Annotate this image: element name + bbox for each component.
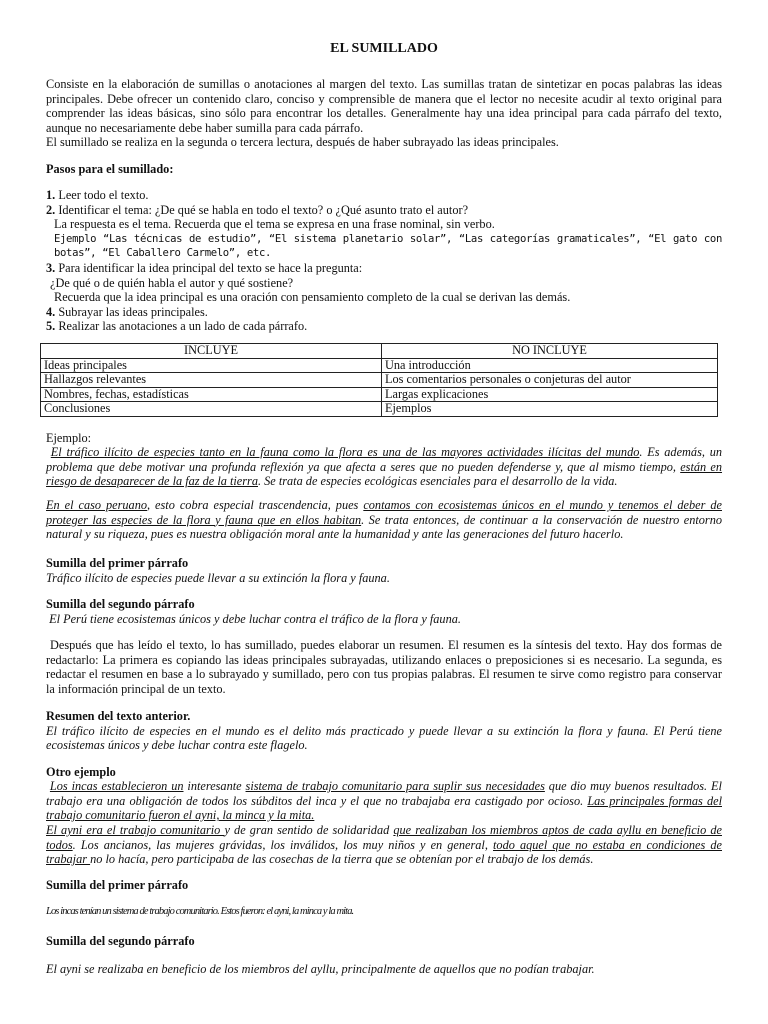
steps-heading: Pasos para el sumillado: — [46, 162, 174, 176]
example-paragraph-2 — [46, 498, 722, 542]
step-3-question: ¿De qué o de quién habla el autor y qué sostiene? — [50, 275, 294, 290]
underlined-idea: sistema de trabajo comunitario para suplir sus necesidades — [245, 779, 545, 793]
table-cell: Los comentarios personales o conjeturas del autor — [382, 373, 718, 388]
underlined-idea: están en riesgo de desaparecer de la faz de la tierra — [46, 459, 723, 489]
paragraph-text: interesante — [183, 779, 246, 793]
sumilla-3-text: Los incas tenían un sistema de trabajo comunitario. Estos fueron: el ayni, la minca y la mita. — [46, 906, 354, 917]
paragraph-text: y de gran sentido de solidaridad — [224, 823, 394, 837]
paragraph-text: . Es además, un problema que debe motivar una profunda reflexión ya que afecta a seres que no pueden defenderse y, que al mismo tiempo, — [46, 445, 722, 474]
sumilla-1 — [46, 556, 722, 585]
paragraph-text: . Los ancianos, las mujeres grávidas, los inválidos, los muy niños y en general, — [72, 837, 494, 852]
table-cell: Conclusiones — [41, 402, 382, 417]
paragraph-text: . Se trata entonces, de continuar a la conservación de nuestro entorno natural y su riqueza, pues es nuestra obligación moral ante la humanidad y ante las generaciones del futuro hacerlo. — [46, 512, 722, 542]
step-number: 4. — [46, 304, 56, 319]
sumilla-2 — [46, 597, 722, 626]
underlined-idea: Las principales formas del trabajo comunitario fueron el ayni, la minca y la mita. — [46, 793, 722, 823]
table-row — [41, 358, 718, 373]
step-number: 1. — [46, 188, 56, 202]
step-4 — [46, 305, 722, 320]
sumilla-heading: Sumilla del segundo párrafo — [46, 597, 195, 611]
resumen-text: El tráfico ilícito de especies en el mundo es el delito más practicado y puede llevar a su extinción la flora y fauna. El Perú tiene ecosistemas únicos y debe luchar contra este flagelo. — [46, 723, 722, 753]
table-header-row — [41, 344, 718, 359]
step-2-note: La respuesta es el tema. Recuerda que el tema se expresa en una frase nominal, sin verbo. — [54, 217, 495, 232]
underlined-idea: Los incas establecieron un — [49, 779, 184, 793]
step-number: 2. — [46, 202, 56, 217]
step-1 — [46, 188, 722, 203]
paragraph-text: . Se trata de especies ecológicas esenciales para el desarrollo de la vida. — [257, 474, 618, 489]
step-5 — [46, 319, 722, 334]
table-cell: Una introducción — [382, 358, 718, 373]
paragraph-text: que dio muy buenos resultados. El trabajo era una obligación de todos los súbditos del inca y el que no trabajaba era castigado por ocioso. — [46, 779, 722, 808]
intro-paragraph: Consiste en la elaboración de sumillas o anotaciones al margen del texto. Las sumillas tratan de sintetizar en pocas palabras las ideas principales. Debe ofrecer un contenido claro, conciso y comprensible de manera que el lector no necesite acudir al texto original para comprender las ideas básicas, sino sólo para encontrar los detalles. Generalmente hay una idea principal para cada párrafo del texto, aunque no necesariamente debe haber sumilla para cada párrafo. — [46, 77, 722, 135]
underlined-idea: En el caso peruano — [46, 498, 147, 512]
step-text: Leer todo el texto. — [58, 188, 149, 202]
table-cell: Hallazgos relevantes — [41, 373, 382, 388]
paragraph-text: , esto cobra especial trascendencia, pues — [147, 498, 364, 512]
table-cell: Ejemplos — [382, 402, 718, 417]
example2-paragraph-2 — [46, 823, 722, 867]
resumen-intro-text: Después que has leído el texto, lo has sumillado, puedes elaborar un resumen. El resumen es la síntesis del texto. Hay dos formas de redactarlo: La primera es copiando las ideas principales subrayadas, utilizando enlaces o preposiciones si es necesario. La segunda, es redactar el resumen en base a lo subrayado y sumillado, pero con tus propias palabras. El resumen te sirve como registro para conservar la información principal de un texto. — [46, 638, 722, 696]
table-row — [41, 373, 718, 388]
step-2-example: Ejemplo “Las técnicas de estudio”, “El sistema planetario solar”, “Las categorías gramaticales”, “El gato con botas”, “El Caballero Carmelo”, etc. — [54, 232, 722, 260]
example2-paragraph-1 — [46, 779, 722, 823]
table-cell: Largas explicaciones — [382, 387, 718, 402]
sumilla-text: Tráfico ilícito de especies puede llevar a su extinción la flora y fauna. — [46, 570, 390, 585]
resumen-intro — [46, 638, 722, 696]
underlined-idea: todo aquel que no estaba en condiciones de trabajar — [46, 837, 722, 867]
sumilla-3-heading: Sumilla del primer párrafo — [46, 878, 189, 892]
step-text: Identificar el tema: ¿De qué se habla en todo el texto? o ¿Qué asunto trato el autor? — [58, 202, 469, 217]
sumilla-heading: Sumilla del primer párrafo — [46, 556, 189, 570]
steps-list — [46, 188, 722, 334]
step-3-note: Recuerda que la idea principal es una oración con pensamiento completo de la cual se derivan las demás. — [54, 290, 571, 305]
underlined-idea: que realizaban los miembros aptos de cada ayllu en beneficio de todos — [46, 823, 722, 852]
step-number: 3. — [46, 260, 56, 275]
resumen-heading: Resumen del texto anterior. — [46, 709, 191, 723]
step-text: Realizar las anotaciones a un lado de cada párrafo. — [58, 319, 308, 334]
resumen-section — [46, 709, 722, 753]
table-header: INCLUYE — [41, 344, 382, 359]
step-text: Subrayar las ideas principales. — [58, 304, 208, 319]
underlined-idea: contamos con ecosistemas únicos en el mundo y tenemos el deber de proteger las especies de la flora y fauna que en ellos habitan — [46, 498, 722, 527]
comparison-table-wrap — [40, 343, 730, 417]
underlined-idea: El ayni era el trabajo comunitario — [46, 823, 225, 837]
step-3 — [46, 261, 722, 276]
example-paragraph-1 — [46, 445, 722, 489]
sumilla-text-content: El Perú tiene ecosistemas únicos y debe luchar contra el tráfico de la flora y fauna. — [49, 611, 461, 626]
sumilla-4-text: El ayni se realizaba en beneficio de los miembros del ayllu, principalmente de aquellos que no podían trabajar. — [46, 962, 595, 976]
sumilla-text — [46, 612, 722, 627]
underlined-idea: El tráfico ilícito de especies tanto en la fauna como la flora es una de las mayores actividades ilícitas del mundo — [50, 445, 640, 459]
intro-section — [46, 77, 722, 150]
step-2 — [46, 203, 722, 218]
paragraph-text: no lo hacía, pero participaba de las cosechas de la tierra que se obtenían por el trabajo de los demás. — [90, 852, 594, 867]
table-cell: Nombres, fechas, estadísticas — [41, 387, 382, 402]
document-title: EL SUMILLADO — [330, 41, 438, 56]
sumilla-4-heading: Sumilla del segundo párrafo — [46, 934, 195, 948]
table-header: NO INCLUYE — [382, 344, 718, 359]
table-row — [41, 387, 718, 402]
table-row — [41, 402, 718, 417]
example-label: Ejemplo: — [46, 431, 92, 445]
table-cell: Ideas principales — [41, 358, 382, 373]
step-text: Para identificar la idea principal del texto se hace la pregunta: — [58, 260, 363, 275]
step-number: 5. — [46, 319, 56, 334]
intro-note: El sumillado se realiza en la segunda o tercera lectura, después de haber subrayado las ideas principales. — [46, 135, 559, 150]
example2-heading: Otro ejemplo — [46, 765, 116, 779]
comparison-table — [40, 343, 718, 417]
